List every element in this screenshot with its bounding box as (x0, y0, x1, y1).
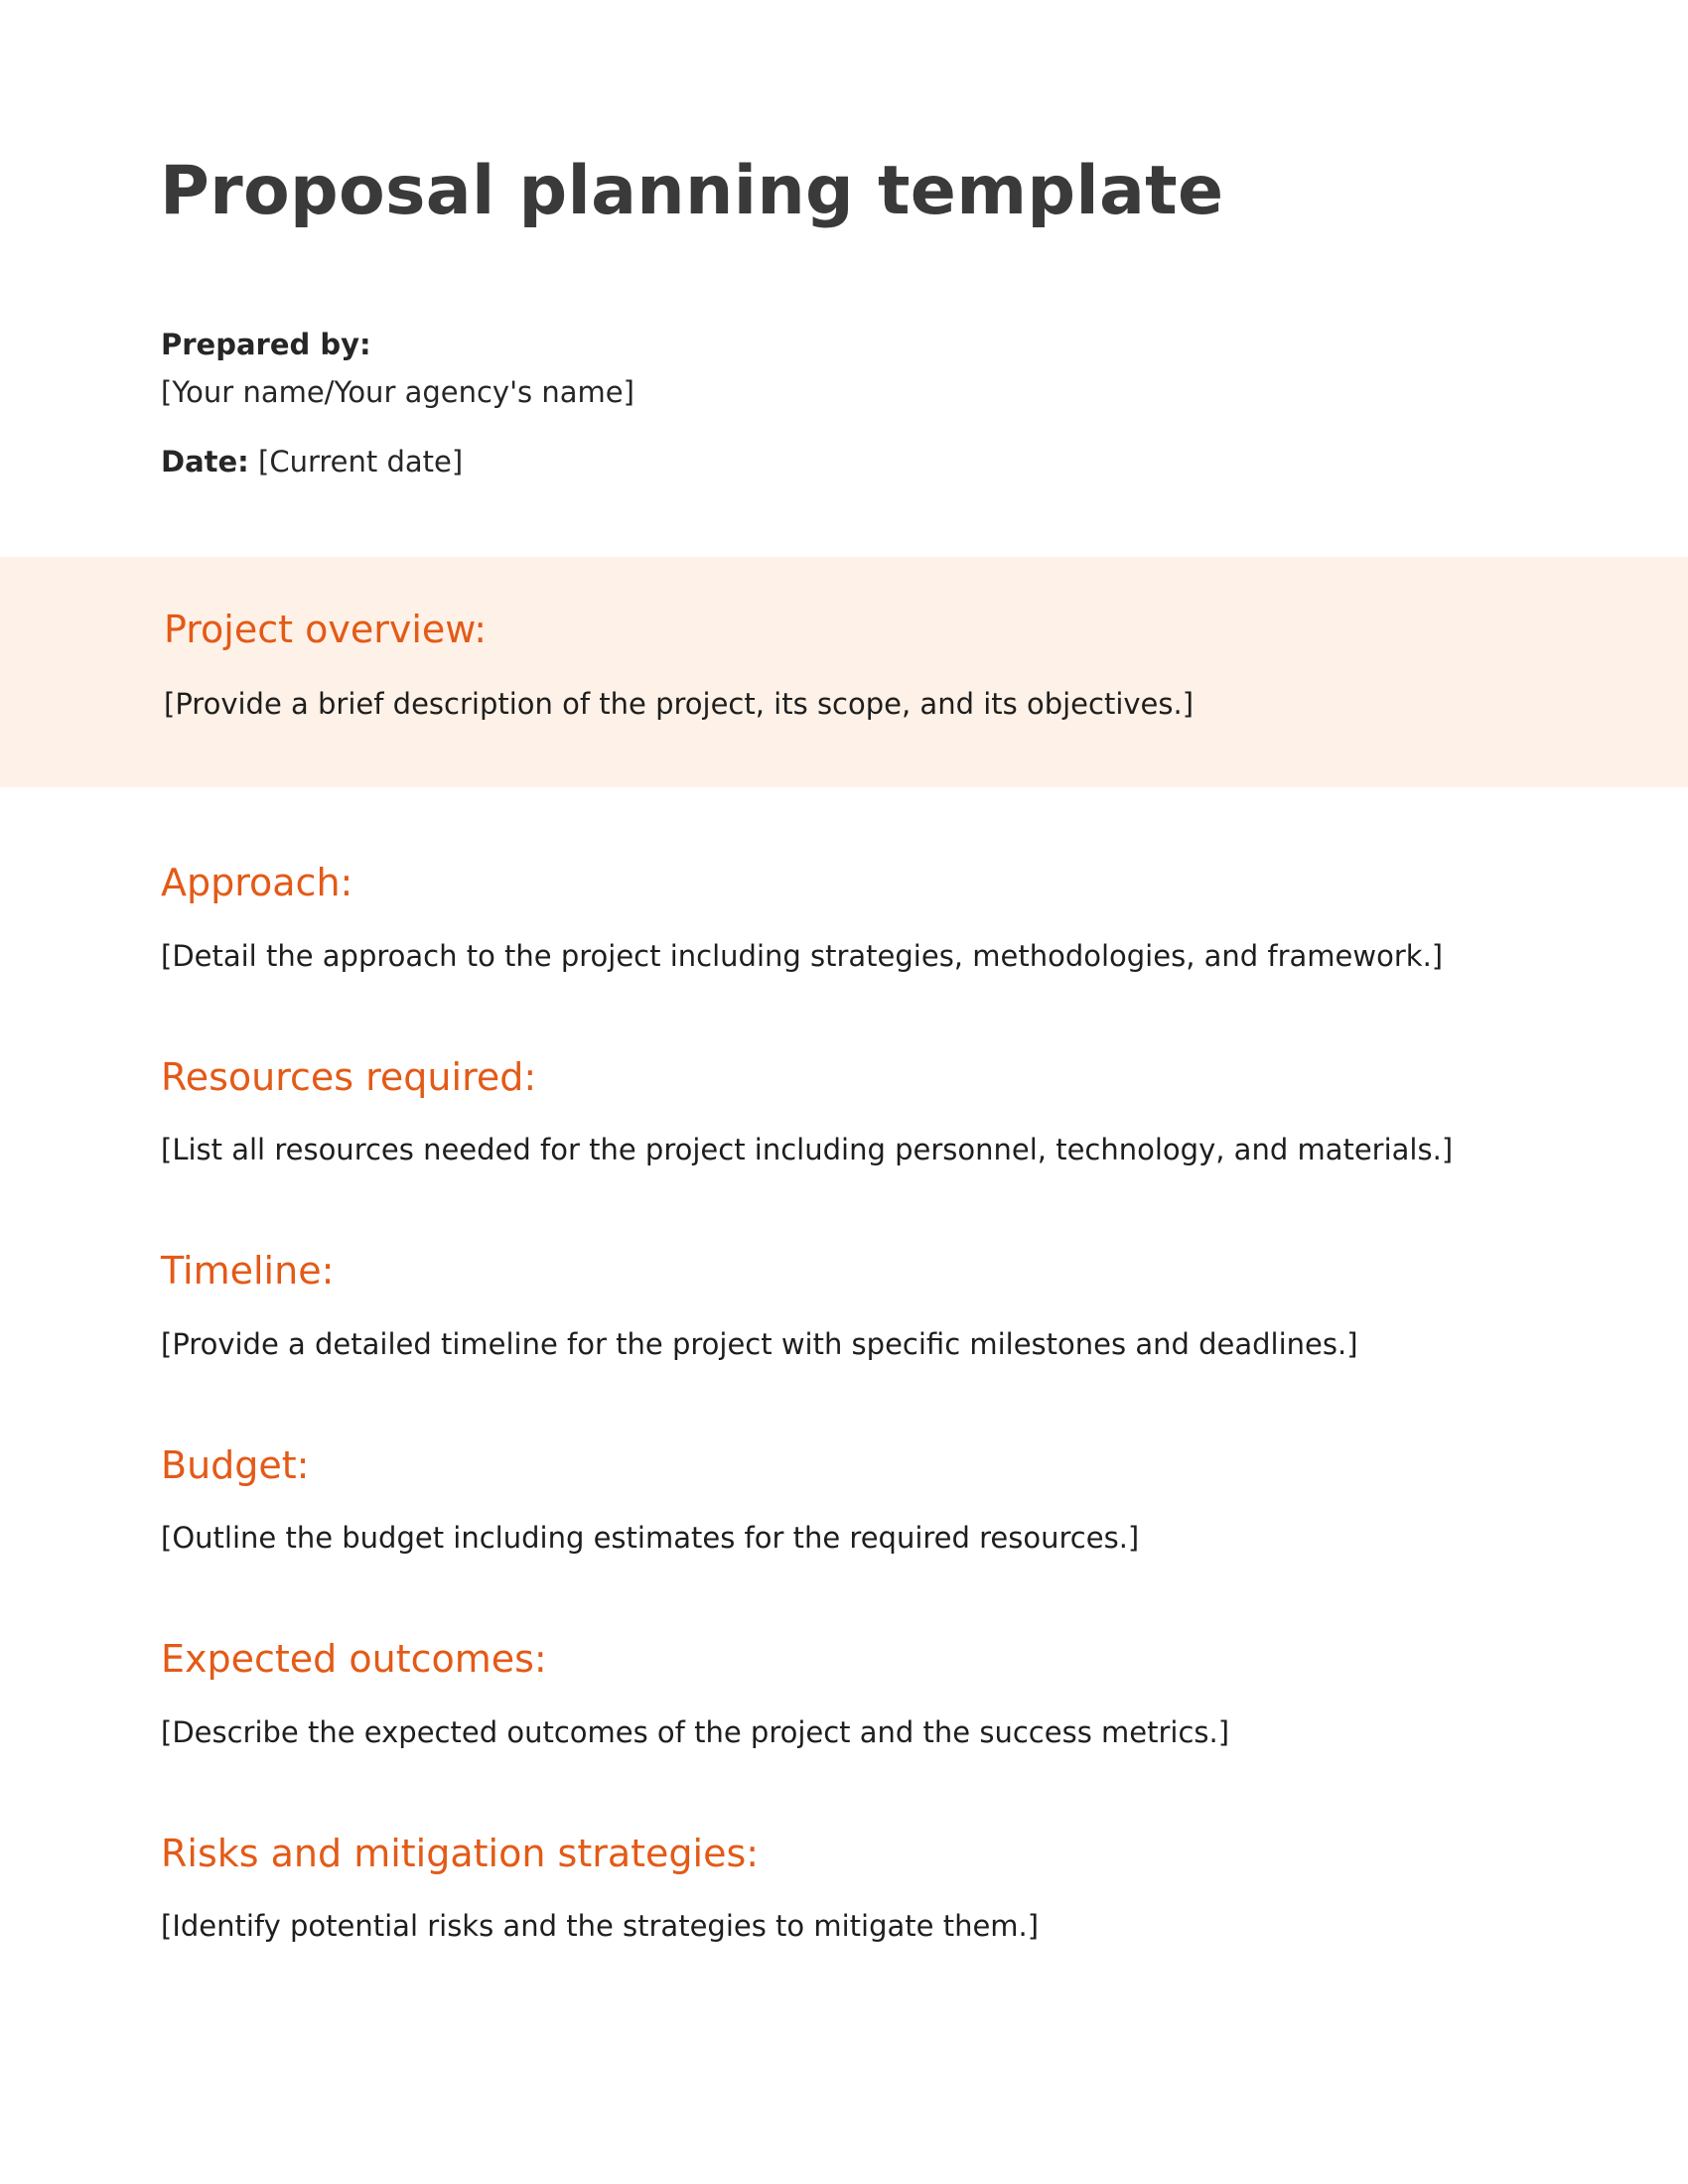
section-heading-project-overview: Project overview: (164, 608, 488, 651)
section-body-timeline: [Provide a detailed timeline for the project with specific milestones and deadlines.] (161, 1327, 1358, 1361)
overview-highlight-band (0, 557, 1688, 787)
section-heading-resources-required: Resources required: (161, 1055, 537, 1099)
prepared-by-value: [Your name/Your agency's name] (161, 375, 634, 409)
section-heading-risks-and-mitigation: Risks and mitigation strategies: (161, 1832, 760, 1875)
section-heading-expected-outcomes: Expected outcomes: (161, 1637, 547, 1681)
section-body-approach: [Detail the approach to the project including strategies, methodologies, and framework.] (161, 939, 1444, 973)
date-line (161, 445, 463, 478)
section-body-risks-and-mitigation: [Identify potential risks and the strategies to mitigate them.] (161, 1909, 1040, 1943)
section-heading-budget: Budget: (161, 1443, 310, 1487)
date-label: Date: (161, 445, 249, 478)
section-body-budget: [Outline the budget including estimates for the required resources.] (161, 1521, 1140, 1555)
section-body-resources-required: [List all resources needed for the project including personnel, technology, and materials.] (161, 1133, 1454, 1166)
section-body-project-overview: [Provide a brief description of the project, its scope, and its objectives.] (164, 687, 1195, 721)
section-heading-timeline: Timeline: (161, 1249, 335, 1293)
section-body-expected-outcomes: [Describe the expected outcomes of the project and the success metrics.] (161, 1715, 1230, 1749)
date-value: [Current date] (258, 445, 464, 478)
section-heading-approach: Approach: (161, 861, 353, 904)
document-title: Proposal planning template (160, 152, 1224, 230)
prepared-by-label: Prepared by: (161, 328, 371, 361)
